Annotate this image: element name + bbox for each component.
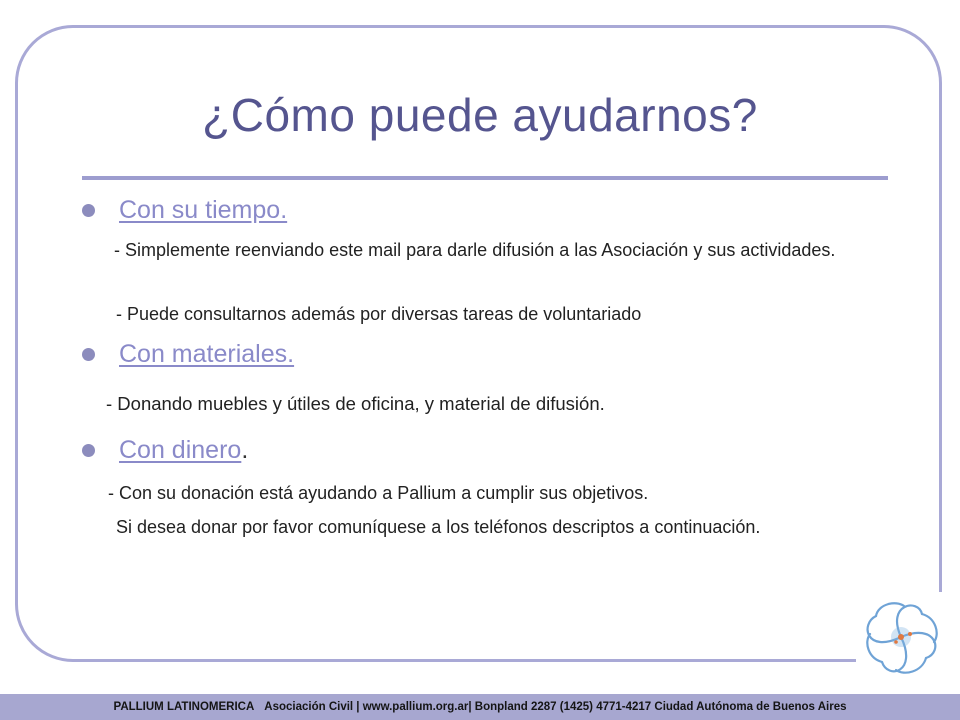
materiales-detail-1: - Donando muebles y útiles de oficina, y material de difusión. <box>106 393 605 414</box>
link-con-dinero[interactable]: Con dinero <box>119 436 242 464</box>
dinero-detail-2: Si desea donar por favor comuníquese a los teléfonos descriptos a continuación. <box>116 517 761 537</box>
title-divider <box>82 176 888 180</box>
link-con-su-tiempo[interactable]: Con su tiempo. <box>119 196 288 224</box>
link-con-materiales[interactable]: Con materiales. <box>119 340 295 368</box>
bullet-con-su-tiempo <box>82 196 287 225</box>
bullet-dot-icon <box>82 204 95 217</box>
footer-org-name: PALLIUM LATINOMERICA <box>113 701 255 713</box>
tiempo-detail-2: - Puede consultarnos además por diversas tareas de voluntariado <box>116 304 642 324</box>
bullet-dot-icon <box>82 348 95 361</box>
bullet-con-dinero <box>82 436 248 465</box>
tiempo-detail-1: - Simplemente reenviando este mail para darle difusión a las Asociación y sus actividades. <box>114 240 836 260</box>
pallium-flower-logo-icon <box>856 592 946 682</box>
slide-title: ¿Cómo puede ayudarnos? <box>202 89 758 141</box>
dinero-detail-1: - Con su donación está ayudando a Pallium a cumplir sus objetivos. <box>108 483 649 503</box>
bullet-dot-icon <box>82 444 95 457</box>
bullet-con-materiales <box>82 340 294 369</box>
footer-details: Asociación Civil | www.pallium.org.ar| Bonpland 2287 (1425) 4771-4217 Ciudad Autónoma de Buenos Aires <box>264 701 847 713</box>
heading-suffix: . <box>241 436 249 464</box>
footer-bar <box>0 694 960 720</box>
